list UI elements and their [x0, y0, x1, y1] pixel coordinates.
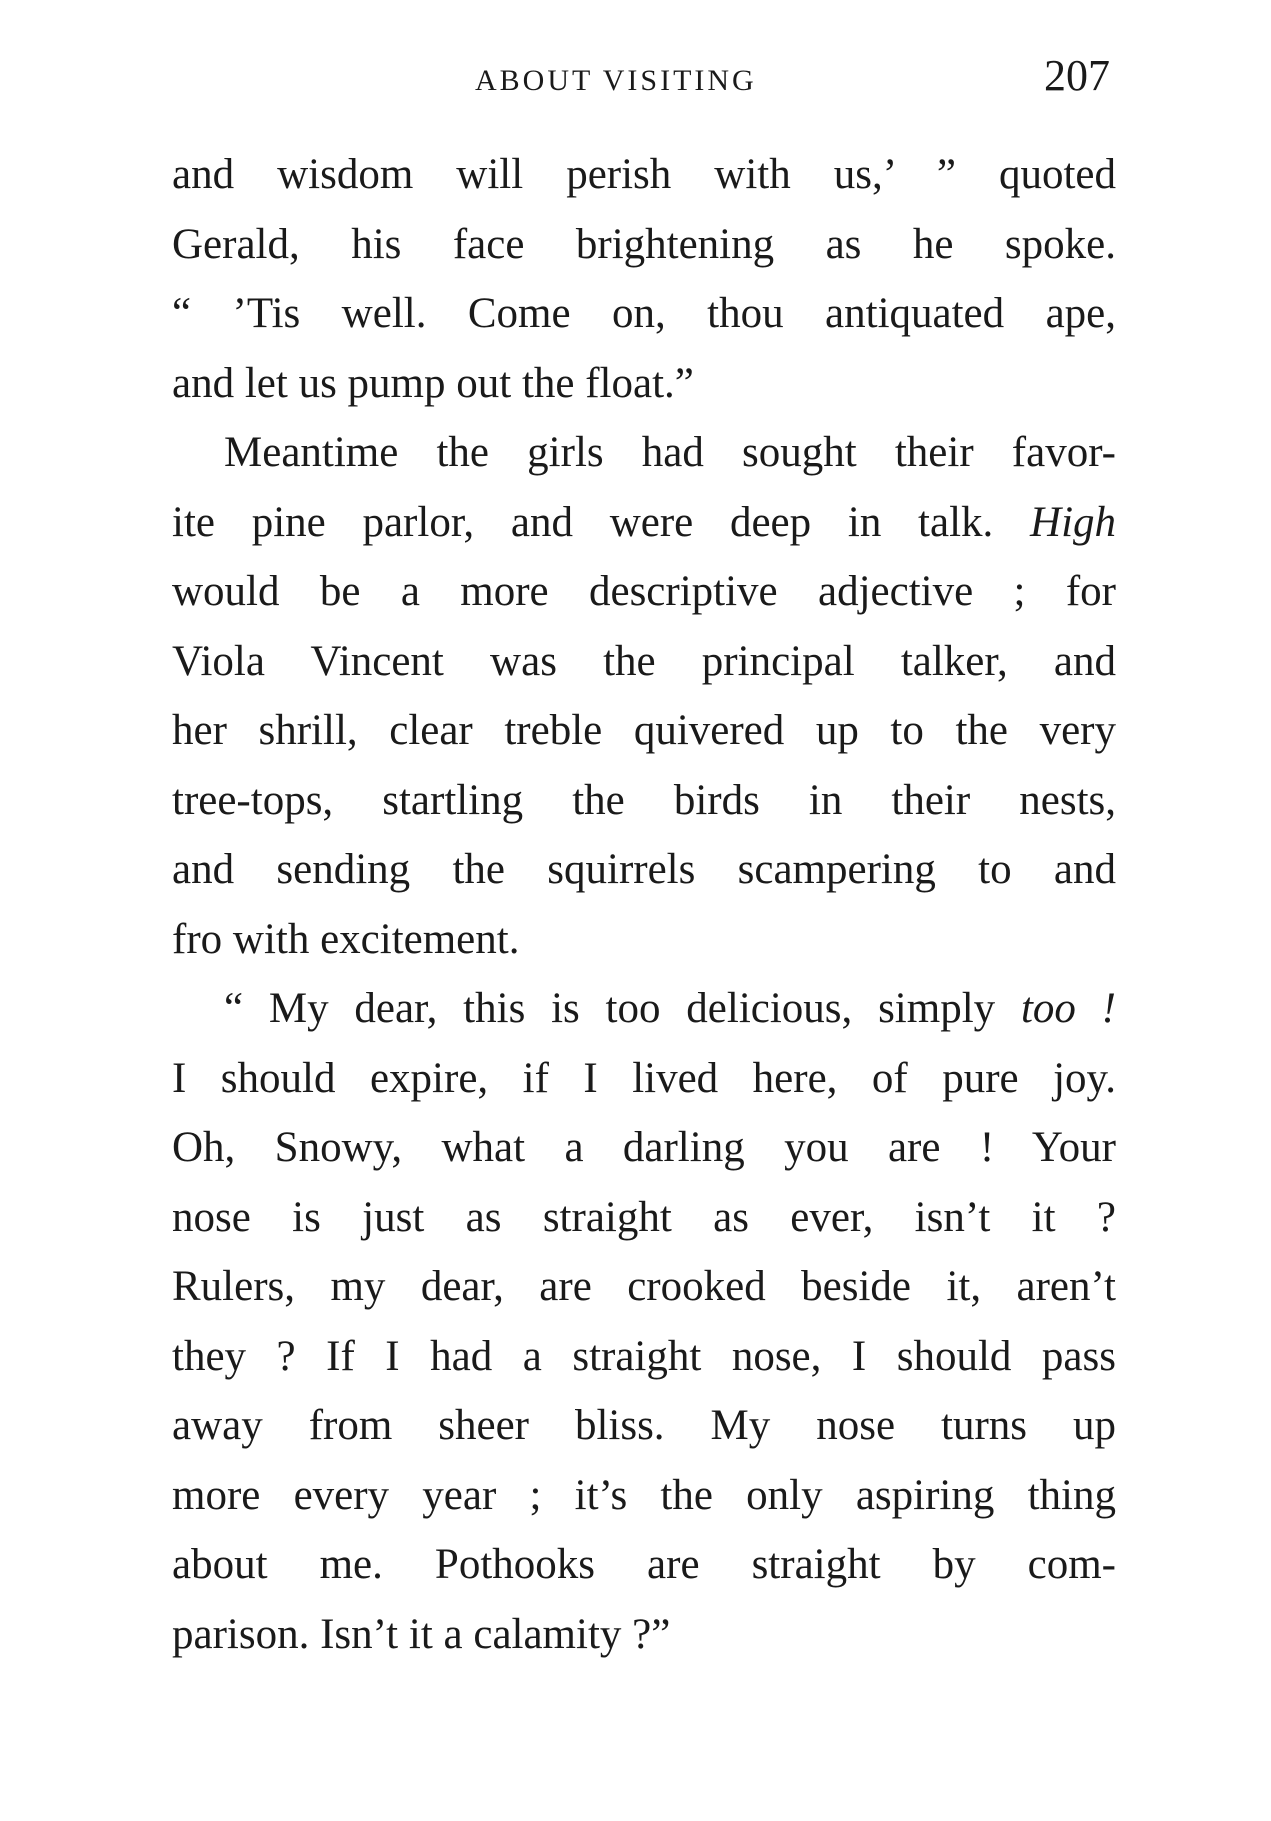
text-line: tree-tops, startling the birds in their nests, — [172, 776, 1116, 824]
italic-word: High — [1030, 498, 1117, 546]
text-line: I should expire, if I lived here, of pure joy. — [172, 1054, 1116, 1102]
text-line: Oh, Snowy, what a darling you are ! Your — [172, 1124, 1116, 1171]
body-text — [172, 140, 1116, 1669]
text-line: and let us pump out the float.” — [172, 359, 694, 407]
text-line: away from sheer bliss. My nose turns up — [172, 1402, 1116, 1449]
page-number: 207 — [1044, 51, 1110, 100]
text-line: Rulers, my dear, are crooked beside it, aren’t — [172, 1263, 1116, 1310]
text-line: Viola Vincent was the principal talker, and — [172, 637, 1116, 685]
text-line: about me. Pothooks are straight by com- — [172, 1541, 1116, 1588]
text-line: Meantime the girls had sought their favor- — [224, 429, 1116, 476]
italic-word: too ! — [1020, 985, 1117, 1032]
text-line: Gerald, his face brightening as he spoke. — [172, 220, 1116, 268]
running-title: ABOUT VISITING — [475, 64, 757, 97]
text-line: and wisdom will perish with us,’ ” quoted — [172, 151, 1116, 198]
text-line: they ? If I had a straight nose, I should pass — [172, 1332, 1116, 1380]
text-line: and sending the squirrels scampering to and — [172, 846, 1116, 893]
text-line-with-italic — [172, 488, 1116, 558]
text-line: more every year ; it’s the only aspiring thing — [172, 1471, 1116, 1519]
text-line: parison. Isn’t it a calamity ?” — [172, 1610, 671, 1658]
text-line: her shrill, clear treble quivered up to the very — [172, 707, 1116, 754]
text-line-with-italic — [172, 974, 1116, 1044]
text-line: nose is just as straight as ever, isn’t it ? — [172, 1193, 1116, 1241]
running-head — [170, 50, 1110, 110]
text-run: “ My dear, this is too delicious, simply — [224, 985, 996, 1032]
text-line: would be a more descriptive adjective ; for — [172, 568, 1116, 615]
text-line: “ ’Tis well. Come on, thou antiquated ape, — [172, 290, 1116, 337]
text-run: ite pine parlor, and were deep in talk. — [172, 498, 994, 546]
text-line: fro with excitement. — [172, 915, 520, 963]
